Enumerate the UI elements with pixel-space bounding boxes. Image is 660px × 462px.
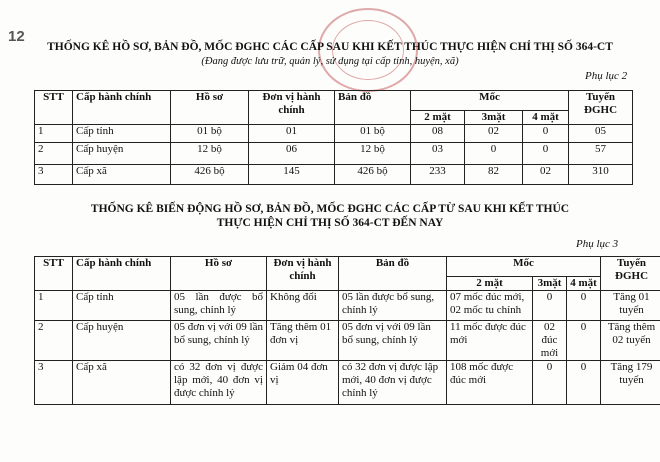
page-number: 12 <box>8 28 25 45</box>
cell-unit: 06 <box>249 143 335 165</box>
header-level: Cấp hành chính <box>73 91 171 125</box>
cell-stt: 2 <box>35 321 73 361</box>
header-m3: 3mặt <box>465 111 523 125</box>
cell-m4: 02 <box>523 165 569 185</box>
cell-m4: 0 <box>567 361 601 405</box>
header-map: Bản đồ <box>339 257 447 291</box>
header-stt: STT <box>35 257 73 291</box>
header-level: Cấp hành chính <box>73 257 171 291</box>
table-row <box>35 321 660 361</box>
header-unit: Đơn vị hành chính <box>267 257 339 291</box>
cell-level: Cấp tỉnh <box>73 291 171 321</box>
cell-m3: 0 <box>533 361 567 405</box>
appendix-2-label: Phụ lục 2 <box>585 70 628 82</box>
cell-m3: 02 đúc mới <box>533 321 567 361</box>
cell-m3: 0 <box>465 143 523 165</box>
section2-title-line1: THỐNG KÊ BIẾN ĐỘNG HỒ SƠ, BẢN ĐỒ, MỐC ĐGHC CÁC CẤP TỪ SAU KHI KẾT THÚC <box>90 203 570 215</box>
cell-records: 01 bộ <box>171 125 249 143</box>
table-row <box>35 361 660 405</box>
cell-stt: 1 <box>35 125 73 143</box>
cell-m3: 0 <box>533 291 567 321</box>
cell-m2: 108 mốc được đúc mới <box>447 361 533 405</box>
table-row <box>35 125 633 143</box>
cell-unit: Tăng thêm 01 đơn vị <box>267 321 339 361</box>
appendix-3-label: Phụ lục 3 <box>576 238 619 250</box>
table-row <box>35 165 633 185</box>
cell-records: 05 lần được bổ sung, chỉnh lý <box>171 291 267 321</box>
header-m4: 4 mặt <box>523 111 569 125</box>
cell-records: 05 đơn vị với 09 lần bổ sung, chỉnh lý <box>171 321 267 361</box>
cell-boundary: 57 <box>569 143 633 165</box>
cell-level: Cấp xã <box>73 165 171 185</box>
cell-m4: 0 <box>523 143 569 165</box>
cell-boundary: 05 <box>569 125 633 143</box>
cell-m2: 11 mốc được đúc mới <box>447 321 533 361</box>
table-row <box>35 291 660 321</box>
cell-map: 05 đơn vị với 09 lần bổ sung, chỉnh lý <box>339 321 447 361</box>
cell-stt: 2 <box>35 143 73 165</box>
header-records: Hồ sơ <box>171 257 267 291</box>
cell-m2: 08 <box>411 125 465 143</box>
cell-m2: 03 <box>411 143 465 165</box>
cell-m2: 07 mốc đúc mới, 02 mốc tu chỉnh <box>447 291 533 321</box>
section1-title: THỐNG KÊ HỒ SƠ, BẢN ĐỒ, MỐC ĐGHC CÁC CẤP SAU KHI KẾT THÚC THỰC HIỆN CHỈ THỊ SỐ 364-CT <box>47 41 613 53</box>
cell-m3: 82 <box>465 165 523 185</box>
header-m3: 3mặt <box>533 277 567 291</box>
cell-level: Cấp huyện <box>73 321 171 361</box>
cell-unit: 145 <box>249 165 335 185</box>
cell-stt: 3 <box>35 165 73 185</box>
cell-boundary: 310 <box>569 165 633 185</box>
table-row <box>35 143 633 165</box>
cell-records: 12 bộ <box>171 143 249 165</box>
cell-map: 05 lần được bổ sung, chỉnh lý <box>339 291 447 321</box>
table-appendix-3 <box>34 256 660 405</box>
cell-stt: 1 <box>35 291 73 321</box>
cell-m4: 0 <box>567 291 601 321</box>
header-m2: 2 mặt <box>447 277 533 291</box>
cell-map: 01 bộ <box>335 125 411 143</box>
cell-level: Cấp tỉnh <box>73 125 171 143</box>
header-unit: Đơn vị hành chính <box>249 91 335 125</box>
header-m2: 2 mặt <box>411 111 465 125</box>
cell-records: 426 bộ <box>171 165 249 185</box>
cell-stt: 3 <box>35 361 73 405</box>
header-records: Hồ sơ <box>171 91 249 125</box>
cell-m2: 233 <box>411 165 465 185</box>
cell-unit: 01 <box>249 125 335 143</box>
cell-unit: Không đổi <box>267 291 339 321</box>
header-map: Bản đồ <box>335 91 411 125</box>
cell-map: 12 bộ <box>335 143 411 165</box>
cell-boundary: Tăng 01 tuyến <box>601 291 660 321</box>
table-appendix-2 <box>34 90 633 185</box>
section1-subtitle: (Đang được lưu trữ, quản lý, sử dụng tại cấp tỉnh, huyện, xã) <box>201 56 459 67</box>
header-markers: Mốc <box>411 91 569 111</box>
cell-level: Cấp huyện <box>73 143 171 165</box>
header-boundary: Tuyến ĐGHC <box>601 257 660 291</box>
cell-map: 426 bộ <box>335 165 411 185</box>
cell-m3: 02 <box>465 125 523 143</box>
cell-boundary: Tăng 179 tuyến <box>601 361 660 405</box>
header-markers: Mốc <box>447 257 601 277</box>
cell-map: có 32 đơn vị được lập mới, 40 đơn vị được chỉnh lý <box>339 361 447 405</box>
cell-boundary: Tăng thêm 02 tuyến <box>601 321 660 361</box>
cell-m4: 0 <box>567 321 601 361</box>
header-boundary: Tuyến ĐGHC <box>569 91 633 125</box>
cell-unit: Giảm 04 đơn vị <box>267 361 339 405</box>
section2-title-line2: THỰC HIỆN CHỈ THỊ SỐ 364-CT ĐẾN NAY <box>216 217 444 229</box>
cell-m4: 0 <box>523 125 569 143</box>
header-m4: 4 mặt <box>567 277 601 291</box>
cell-records: có 32 đơn vị được lập mới, 40 đơn vị được chỉnh lý <box>171 361 267 405</box>
cell-level: Cấp xã <box>73 361 171 405</box>
header-stt: STT <box>35 91 73 125</box>
